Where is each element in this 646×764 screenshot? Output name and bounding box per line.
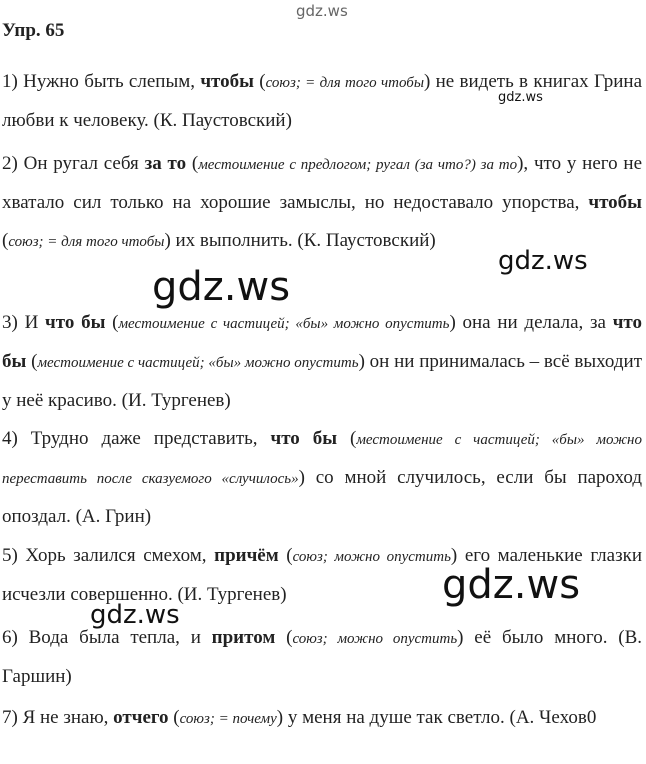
watermark-mid-right: gdz.ws: [498, 246, 588, 276]
sentence-1: 1) Нужно быть слепым, чтобы (союз; = для того чтобы) не видеть в книгах Грина любви к человеку. (К. Паустовский): [2, 71, 643, 131]
sentence-7: 7) Я не знаю, отчего (союз; = почему) у меня на душе так светло. (А. Чехов0: [2, 707, 597, 728]
watermark-big-right: gdz.ws: [442, 562, 581, 608]
watermark-big-left: gdz.ws: [152, 264, 291, 310]
sentence-5: 5) Хорь залился смехом, причём (союз; можно опустить) его маленькие глазки исчезли совершенно. (И. Тургенев): [2, 545, 642, 605]
watermark-top: gdz.ws: [296, 2, 348, 20]
sentence-4: 4) Трудно даже представить, что бы (местоимение с частицей; «бы» можно переставить после сказуемого «случилось») со мной случилось, если бы пароход опоздал. (А. Грин): [2, 428, 642, 527]
sentence-6: 6) Вода была тепла, и притом (союз; можно опустить) её было много. (В. Гаршин): [2, 627, 643, 687]
watermark-mid-left: gdz.ws: [90, 600, 180, 630]
exercise-title: Упр. 65: [2, 20, 65, 41]
sentence-2: 2) Он ругал себя за то (местоимение с предлогом; ругал (за что?) за то), что у него не хватало сил только на хорошие замыслы, но недоставало упорства, чтобы (союз; = для того чтобы) их выполнить. (К. Паустовский): [2, 153, 643, 251]
sentence-3: 3) И что бы (местоимение с частицей; «бы» можно опустить) она ни делала, за что бы (местоимение с частицей; «бы» можно опустить) он ни принималась – всё выходит у неё красиво. (И. Тургенев): [2, 312, 642, 411]
watermark-small: gdz.ws: [498, 90, 543, 105]
